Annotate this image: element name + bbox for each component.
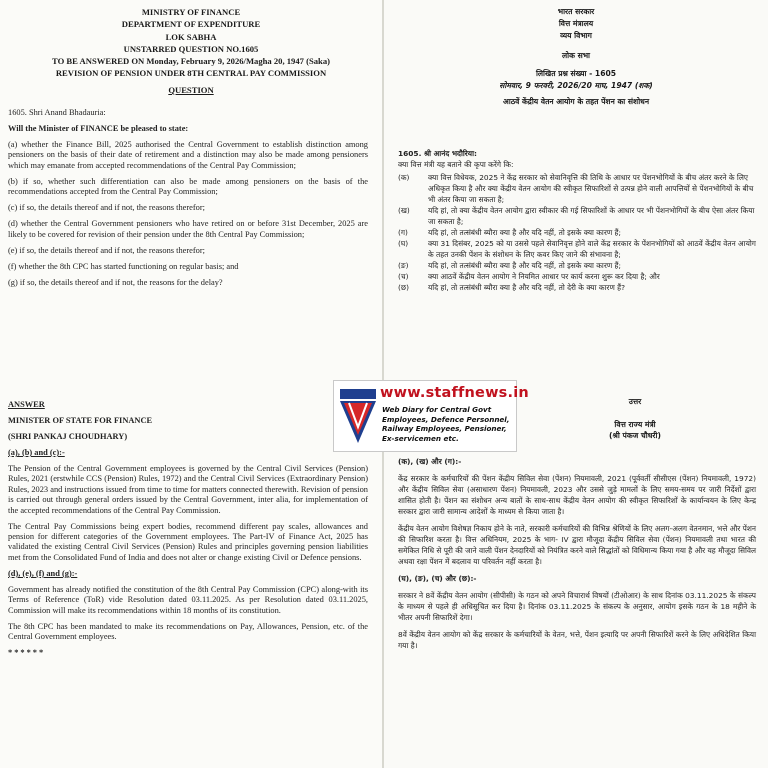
question-g: (g) if so, the details thereof and if not, the reasons for the delay? <box>8 277 223 287</box>
question-ka-hi <box>398 172 758 205</box>
question-ga-hi <box>398 227 758 238</box>
end-mark: ****** <box>8 648 46 658</box>
question-number: UNSTARRED QUESTION NO.1605 <box>123 43 259 54</box>
answer-part1-heading-hi: (क), (ख) और (ग):- <box>398 457 462 466</box>
answer-part1-para-hi: केंद्रीय वेतन आयोग विशेषज्ञ निकाय होने के नाते, सरकारी कर्मचारियों की विभिन्न श्रेणियों के लिए अलग-अलग वेतनमान, भत्ते और पेंशन की सिफारिश करता है। वित्त अधिनियम, 2025 के भाग- IV द्वारा मौजूदा केंद्रीय सिविल सेवा (पेंशन) नियमावली तथा भारत की समेकित निधि से पूरी की जाने वाली पेंशन देनदारियों को नियंत्रित करने वाले सिद्धांतों को विधिमान्य किया गया है और यह मौजूदा सिविल अथवा रक्षा पेंशन में बदलाव या परिवर्तन नहीं करता है। <box>398 524 757 566</box>
question-label: (क) <box>398 173 410 182</box>
question-label: (ङ) <box>398 261 409 270</box>
ask-line: Will the Minister of FINANCE be pleased to state: <box>8 124 189 133</box>
question-text: यदि हां, तो क्या केंद्रीय वेतन आयोग द्वारा स्वीकार की गई सिफारिशों के आधार पर भी पेंशनभोगियों के बीच ऐसा अंतर किया जा सकता है; <box>428 206 755 226</box>
question-label: (ग) <box>398 228 408 237</box>
question-a: (a) whether the Finance Bill, 2025 authorised the Central Government to establish distinction among pensioners on the basis of their date of retirement and a distinction may also be made among pensioners which may emanate from accepted recommendations of the Central Pay Commission; <box>8 140 368 170</box>
minister-title: MINISTER OF STATE FOR FINANCE <box>8 416 153 425</box>
ministry-title: MINISTRY OF FINANCE <box>141 7 241 17</box>
question-chha-hi <box>398 282 758 293</box>
questioner-name-hi: 1605. श्री आनंद भदौरिया: <box>398 149 477 158</box>
question-f: (f) whether the 8th CPC has started functioning on regular basis; and <box>8 261 239 271</box>
english-page <box>0 0 382 768</box>
question-label: (ख) <box>398 206 410 215</box>
question-heading: QUESTION <box>168 84 214 95</box>
question-number-hi: लिखित प्रश्न संख्या - 1605 <box>535 69 617 78</box>
answer-part2-para: The 8th CPC has been mandated to make its recommendations on Pay, Allowances, Pension, etc. of the Central Government employees. <box>8 621 368 642</box>
minister-title-hi: वित्त राज्य मंत्री <box>614 420 656 429</box>
question-text: यदि हां, तो तत्संबंधी ब्यौरा क्या है और यदि नहीं, तो इसके क्या कारण हैं; <box>428 261 621 270</box>
question-nga-hi <box>398 260 758 271</box>
question-cha-hi <box>398 271 758 282</box>
question-kha-hi <box>398 205 758 227</box>
answer-heading-hi: उत्तर <box>628 397 642 406</box>
answer-part1-para: The Pension of the Central Government employees is governed by the Central Civil Services (Pension) Rules, 2021 (erstwhile CCS (Pension) Rules, 1972) and the Central Civil Services (Extraordinary Pension) Rules, 2023 and instructions issued from time to time for matters connected therewith. Revision of pension is carried out through general orders issued by the Central Government, inter alia, for implementation of the accepted recommendations of the Central Pay Commission. <box>8 464 368 515</box>
question-label: (छ) <box>398 283 409 292</box>
question-d: (d) whether the Central Government pensioners who have retired on or before 31st December, 2025 are likely to be covered for revision of their pension under the 8th Central Pay Commission; <box>8 219 368 239</box>
house-title: LOK SABHA <box>165 31 217 42</box>
minister-name-hi: (श्री पंकज चौधरी) <box>609 431 661 440</box>
ask-line-hi: क्या वित्त मंत्री यह बताने की कृपा करेंगे कि: <box>398 160 514 169</box>
answer-part2-para: Government has already notified the constitution of the 8th Central Pay Commission (CPC) along-with its Terms of Reference (ToR) vide Resolution dated 03.11.2025. As per Resolution dated 03.11.2025, Commission will make its recommendations within 18 months of its constitution. <box>8 584 368 615</box>
answer-part2-para-hi: सरकार ने 8वें केंद्रीय वेतन आयोग (सीपीसी) के गठन को अपने विचारार्थ विषयों (टीओआर) के साथ दिनांक 03.11.2025 के संकल्प के माध्यम से पहले ही अधिसूचित कर दिया है। दिनांक 03.11.2025 के संकल्प के अनुसार, आयोग इसके गठन के 18 महीने के भीतर अपनी सिफारिशें देगा। <box>398 591 756 622</box>
answer-date-hi: सोमवार, 9 फरवरी, 2026/20 माघ, 1947 (शक) <box>499 81 653 90</box>
question-label: (च) <box>398 272 409 281</box>
question-c: (c) if so, the details thereof and if not, the reasons therefor; <box>8 203 205 213</box>
subject-title: REVISION OF PENSION UNDER 8TH CENTRAL PAY COMMISSION <box>55 68 327 79</box>
english-header <box>0 6 382 96</box>
hindi-answer-header <box>520 396 750 441</box>
answer-part1-heading: (a), (b) and (c):- <box>8 448 65 457</box>
answer-heading: ANSWER <box>8 400 45 409</box>
answer-part1-para-hi: केंद्र सरकार के कर्मचारियों की पेंशन केंद्रीय सिविल सेवा (पेंशन) नियमावली, 2021 (पूर्ववर्ती सीसीएस (पेंशन) नियमावली, 1972) और केंद्रीय सिविल सेवा (असाधारण पेंशन) नियमावली, 2023 और उससे जुड़े मामलों के लिए समय-समय पर जारी निर्देशों द्वारा शासित होती है। पेंशन का संशोधन अन्य बातों के साथ-साथ केंद्रीय वेतन आयोग की स्वीकृत सिफारिशों के कार्यान्वयन के लिए केन्द्र सरकार द्वारा जारी सामान्य आदेशों के माध्यम से किया जाता है। <box>398 474 756 516</box>
answer-part2-para-hi: 8वें केंद्रीय वेतन आयोग को केंद्र सरकार के कर्मचारियों के वेतन, भत्ते, पेंशन इत्यादि पर अपनी सिफारिशें करने के लिए अधिदेशित किया गया है। <box>398 630 756 650</box>
questioner-name: 1605. Shri Anand Bhadauria: <box>8 108 106 117</box>
subject-title-hi: आठवें केंद्रीय वेतन आयोग के तहत पेंशन का संशोधन <box>502 97 650 106</box>
answer-part2-heading-hi: (घ), (ङ), (च) और (छ):- <box>398 574 477 583</box>
site-url[interactable]: www.staffnews.in <box>380 385 529 401</box>
staffnews-banner[interactable] <box>333 380 529 452</box>
english-question-block <box>8 108 368 294</box>
hindi-answer-block <box>398 456 756 657</box>
site-tagline: Web Diary for Central Govt Employees, Defence Personnel, Railway Employees, Pensioner, Ex-servicemen etc. <box>382 405 510 443</box>
question-e: (e) if so, the details thereof and if not, the reasons therefor; <box>8 245 205 255</box>
question-text: यदि हां, तो तत्संबंधी ब्यौरा क्या है और यदि नहीं, तो देरी के क्या कारण हैं? <box>428 283 625 292</box>
answer-part1-para: The Central Pay Commissions being expert bodies, recommend different pay scales, allowances and pension for different categories of the Government employees. The Part-IV of Finance Act, 2025 has validated the existing Central Civil Services (Pension) Rules and principles governing pension liabilities met from the Consolidated Fund of India and does not alter or change existing Civil or Defence pensions. <box>8 521 368 562</box>
minister-name: (SHRI PANKAJ CHOUDHARY) <box>8 432 128 441</box>
question-text: यदि हां, तो तत्संबंधी ब्यौरा क्या है और यदि नहीं, तो इसके क्या कारण हैं; <box>428 228 621 237</box>
english-answer-block <box>8 400 368 664</box>
department-title: DEPARTMENT OF EXPENDITURE <box>121 19 261 30</box>
question-text: क्या आठवें केंद्रीय वेतन आयोग ने नियमित आधार पर कार्य करना शुरू कर दिया है; और <box>428 272 660 281</box>
house-title-hi: लोक सभा <box>561 51 591 60</box>
ministry-title-hi: वित्त मंत्रालय <box>558 19 594 28</box>
govt-title-hi: भारत सरकार <box>557 7 595 16</box>
question-text: क्या वित्त विधेयक, 2025 ने केंद्र सरकार को सेवानिवृत्ति की तिथि के आधार पर पेंशनभोगियों के बीच अंतर करने के लिए अधिकृत किया है और क्या केंद्रीय वेतन आयोग की स्वीकृत सिफारिशों से उत्पन्न होने वाली आपत्तियों से पेंशनभोगियों के बीच भी अंतर किया जा सकता है; <box>428 173 754 204</box>
answer-part2-heading: (d), (e), (f) and (g):- <box>8 568 78 578</box>
question-label: (घ) <box>398 239 409 248</box>
question-text: क्या 31 दिसंबर, 2025 को या उससे पहले सेवानिवृत्त होने वाले केंद्र सरकार के पेंशनभोगियों को आठवें केंद्रीय वेतन आयोग के तहत उनकी पेंशन के संशोधन के लिए कवर किए जाने की संभावना है; <box>428 239 756 259</box>
question-gha-hi <box>398 238 758 260</box>
hindi-question-block <box>398 148 758 293</box>
question-b: (b) if so, whether such differentiation can also be made among pensioners on the basis of the recommendations accepted from the Central Pay Commission; <box>8 176 368 197</box>
department-title-hi: व्यय विभाग <box>560 31 592 40</box>
staffnews-logo-icon <box>338 387 378 445</box>
hindi-header <box>384 6 768 108</box>
answer-date: TO BE ANSWERED ON Monday, February 9, 2026/Magha 20, 1947 (Saka) <box>52 56 330 67</box>
